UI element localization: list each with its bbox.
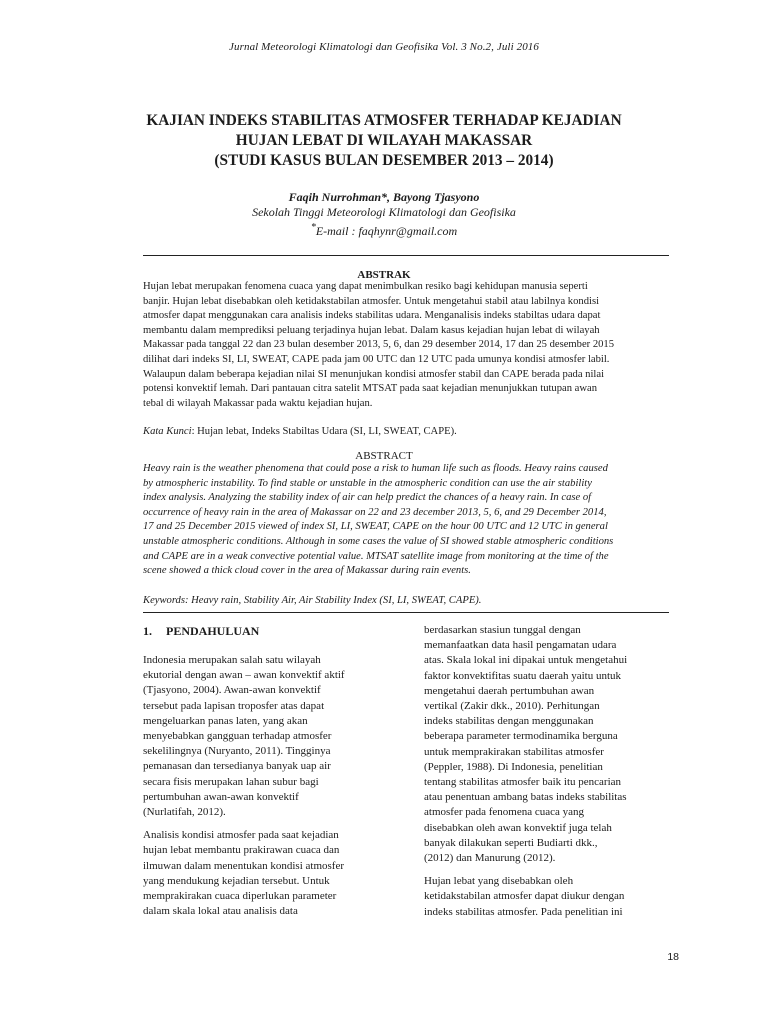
text-line: tentang stabilitas atmosfer baik itu pencarian xyxy=(424,776,622,789)
bottom-divider xyxy=(143,612,669,613)
text-line: menyebabkan gangguan terhadap atmosfer xyxy=(143,730,332,743)
journal-running-header: Jurnal Meteorologi Klimatologi dan Geofisika Vol. 3 No.2, Juli 2016 xyxy=(229,41,539,53)
text-line: Indonesia merupakan salah satu wilayah xyxy=(143,654,321,666)
author-block xyxy=(0,190,768,239)
text-line: mengeluarkan panas laten, yang akan xyxy=(143,714,308,727)
text-line: ilmuwan dalam menentukan kondisi atmosfer xyxy=(143,859,345,872)
section-title: PENDAHULUAN xyxy=(166,624,260,638)
text-line: beberapa parameter termodinamika berguna xyxy=(424,730,618,743)
text-line: ketidakstabilan atmosfer dapat diukur dengan xyxy=(424,890,625,903)
title-line: KAJIAN INDEKS STABILITAS ATMOSFER TERHADAP KEJADIAN xyxy=(146,112,622,129)
author-affiliation: Sekolah Tinggi Meteorologi Klimatologi dan Geofisika xyxy=(252,205,516,219)
text-line: atmosfer pada fenomena cuaca yang xyxy=(424,806,585,819)
abstract-heading: ABSTRACT xyxy=(355,450,413,462)
text-line: atau penentuan ambang batas indeks stabilitas xyxy=(424,791,627,804)
abstrak-line: Makassar pada tanggal 22 dan 23 bulan desember 2013, 5, 6, dan 29 desember 2014, 17 dan 25 desember 2015 xyxy=(143,339,615,351)
abstract-line: and CAPE are in a weak convective potential value. MTSAT satellite image from monitoring at the time of the xyxy=(143,550,609,562)
text-line: disebabkan oleh awan konvektif juga telah xyxy=(424,821,612,834)
paragraph xyxy=(143,828,388,919)
right-column xyxy=(424,623,669,928)
section-heading xyxy=(143,624,259,639)
abstract-line: occurrence of heavy rain in the area of Makassar on 22 and 23 december 2013, 5, 6, and 29 December 2014, xyxy=(143,506,607,518)
text-line: memanfaatkan data hasil pengamatan udara xyxy=(424,639,617,652)
abstrak-line: tebal di wilayah Makassar pada waktu kejadian hujan. xyxy=(143,397,373,409)
author-email: E-mail : faqhynr@gmail.com xyxy=(315,224,458,238)
text-line: indeks stabilitas dengan menggunakan xyxy=(424,715,594,728)
abstrak-line: banjir. Hujan lebat disebabkan oleh ketidakstabilan atmosfer. Untuk mengetahui stabil atau labilnya kondisi xyxy=(143,295,600,307)
author-email-line xyxy=(0,220,768,239)
abstrak-line: Walaupun dalam beberapa kejadian nilai SI menunjukan kondisi atmosfer stabil dan CAPE berada pada nilai xyxy=(143,368,605,380)
abstrak-heading: ABSTRAK xyxy=(357,269,411,281)
text-line: pemanasan dan tersedianya banyak uap air xyxy=(143,760,331,773)
text-line: tersebut pada lapisan troposfer atas dapat xyxy=(143,699,325,712)
text-line: (2012) dan Manurung (2012). xyxy=(424,852,556,865)
email-marker: * xyxy=(310,222,316,233)
text-line: faktor konvektifitas suatu daerah yaitu untuk xyxy=(424,669,622,682)
keywords: Keywords: Heavy rain, Stability Air, Air Stability Index (SI, LI, SWEAT, CAPE). xyxy=(143,595,482,606)
text-line: sekelilingnya (Nuryanto, 2011). Tingginya xyxy=(143,745,331,758)
abstract-line: unstable atmospheric conditions. Although in some cases the value of SI showed stable atmospheric conditions xyxy=(143,535,614,547)
text-line: berdasarkan stasiun tunggal dengan xyxy=(424,624,581,636)
text-line: banyak dilakukan seperti Budiarti dkk., xyxy=(424,836,598,849)
section-number: 1. xyxy=(143,624,152,638)
text-line: indeks stabilitas atmosfer. Pada penelitian ini xyxy=(424,905,623,918)
abstract-line: scene showed a thick cloud cover in the area of Makassar during rain events. xyxy=(143,565,471,577)
paragraph xyxy=(424,623,669,866)
text-line: pertumbuhan awan-awan konvektif xyxy=(143,790,299,803)
abstract-line: 17 and 25 December 2015 viewed of index SI, LI, SWEAT, CAPE on the hour 00 UTC and 12 UTC in general xyxy=(143,521,608,533)
text-line: mengetahui daerah pertumbuhan awan xyxy=(424,684,595,697)
left-column xyxy=(143,653,388,927)
text-line: (Nurlatifah, 2012). xyxy=(143,806,226,819)
kata-kunci-text: : Hujan lebat, Indeks Stabiltas Udara (SI, LI, SWEAT, CAPE). xyxy=(191,426,457,437)
text-line: vertikal (Zakir dkk., 2010). Perhitungan xyxy=(424,700,600,713)
paper-title xyxy=(100,111,668,171)
abstrak-line: membantu dalam memprediksi peluang terjadinya hujan lebat. Dalam kasus kejadian hujan lebat di wilayah xyxy=(143,324,600,336)
paragraph xyxy=(143,653,388,820)
text-line: atas. Skala lokal ini dipakai untuk mengetahui xyxy=(424,654,628,667)
text-line: (Peppler, 1988). Di Indonesia, penelitian xyxy=(424,760,603,773)
abstract-body xyxy=(143,462,669,579)
text-line: yang mendukung kejadian tersebut. Untuk xyxy=(143,874,330,887)
text-line: ekutorial dengan awan – awan konvektif aktif xyxy=(143,669,345,682)
text-line: memprakirakan cuaca diperlukan parameter xyxy=(143,890,337,903)
author-names: Faqih Nurrohman*, Bayong Tjasyono xyxy=(288,190,480,204)
text-line: Hujan lebat yang disebabkan oleh xyxy=(424,875,574,888)
abstrak-line: dilihat dari indeks SI, LI, SWEAT, CAPE pada jam 00 UTC dan 12 UTC pada umunya kondisi atmosfer labil. xyxy=(143,353,610,365)
abstrak-line: atmosfer dapat menggunakan cara analisis indeks stabilitas udara. Menganalisis indeks stabiltas udara dapat xyxy=(143,310,601,322)
text-line: hujan lebat membantu prakirawan cuaca dan xyxy=(143,844,340,857)
text-line: secara fisis merupakan lahan subur bagi xyxy=(143,775,319,788)
abstrak-body xyxy=(143,280,669,411)
abstract-line: by atmospheric instability. To find stable or unstable in the atmospheric condition can use the air stability xyxy=(143,477,592,489)
abstract-line: index analysis. Analyzing the stability index of air can help predict the chances of a heavy rain. In case of xyxy=(143,492,592,504)
paragraph xyxy=(424,874,669,920)
text-line: Analisis kondisi atmosfer pada saat kejadian xyxy=(143,829,339,842)
title-line: HUJAN LEBAT DI WILAYAH MAKASSAR xyxy=(235,132,533,149)
text-line: (Tjasyono, 2004). Awan-awan konvektif xyxy=(143,684,321,697)
text-line: untuk memprakirakan stabilitas atmosfer xyxy=(424,745,604,758)
abstrak-line: Hujan lebat merupakan fenomena cuaca yang dapat menimbulkan resiko bagi kehidupan manusia seperti xyxy=(143,281,588,292)
abstrak-line: potensi konvektif lemah. Dari pantauan citra satelit MTSAT pada saat kejadian menunjukkan tutupan awan xyxy=(143,383,598,395)
kata-kunci xyxy=(143,425,669,439)
top-divider xyxy=(143,255,669,256)
title-line: (STUDI KASUS BULAN DESEMBER 2013 – 2014) xyxy=(214,152,554,169)
abstract-line: Heavy rain is the weather phenomena that could pose a risk to human life such as floods. Heavy rains caused xyxy=(143,463,608,474)
page-number: 18 xyxy=(667,951,679,963)
kata-kunci-label: Kata Kunci xyxy=(143,426,192,437)
text-line: dalam skala lokal atau analisis data xyxy=(143,905,298,918)
